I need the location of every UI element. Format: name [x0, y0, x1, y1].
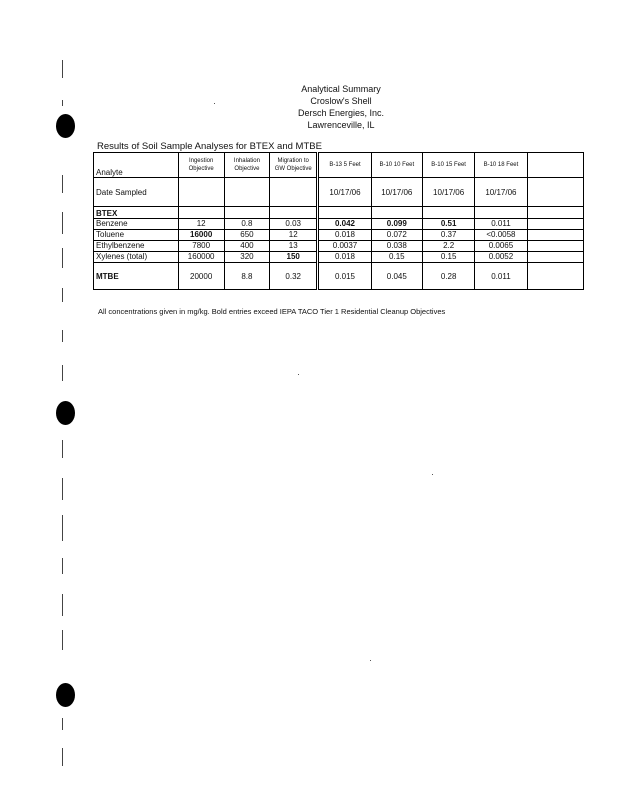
- table-cell: [527, 252, 583, 263]
- scan-mark: [62, 248, 63, 268]
- table-footnote: All concentrations given in mg/kg. Bold entries exceed IEPA TACO Tier 1 Residential Cleanup Objectives: [98, 307, 446, 316]
- header-line: Croslow's Shell: [310, 96, 372, 106]
- table-cell: 2.2: [422, 241, 474, 252]
- scan-mark: [62, 212, 63, 234]
- table-row: [94, 263, 584, 290]
- scan-mark: [62, 440, 63, 458]
- scan-mark: [62, 630, 63, 650]
- table-cell: 0.018: [318, 252, 371, 263]
- table-cell: [224, 207, 269, 219]
- row-label: Xylenes (total): [94, 252, 179, 263]
- table-cell: [527, 263, 583, 290]
- table-cell: 0.15: [371, 252, 422, 263]
- table-cell: [178, 207, 224, 219]
- column-header: B-10 18 Feet: [475, 153, 527, 178]
- row-label: Ethylbenzene: [94, 241, 179, 252]
- table-row: [94, 241, 584, 252]
- scan-mark: [62, 718, 63, 730]
- table-cell: [270, 207, 318, 219]
- table-cell: [178, 178, 224, 207]
- table-cell: 150: [270, 252, 318, 263]
- row-label: Toluene: [94, 230, 179, 241]
- column-header: B-13 5 Feet: [318, 153, 371, 178]
- table-cell: [270, 178, 318, 207]
- table-cell: 0.0065: [475, 241, 527, 252]
- table-cell: 0.038: [371, 241, 422, 252]
- column-header: Analyte: [94, 153, 179, 178]
- table-cell: 0.51: [422, 219, 474, 230]
- table-cell: 320: [224, 252, 269, 263]
- column-header: Inhalation Objective: [224, 153, 269, 178]
- scan-speck: [370, 660, 371, 661]
- scan-mark: [62, 100, 63, 106]
- scan-mark: [62, 748, 63, 766]
- table-cell: 160000: [178, 252, 224, 263]
- scan-mark: [62, 515, 63, 541]
- row-label: MTBE: [94, 263, 179, 290]
- table-cell: 0.03: [270, 219, 318, 230]
- table-cell: 0.28: [422, 263, 474, 290]
- table-cell: [527, 207, 583, 219]
- table-cell: 0.15: [422, 252, 474, 263]
- table-cell: 0.0052: [475, 252, 527, 263]
- table-cell: 8.8: [224, 263, 269, 290]
- row-label: Date Sampled: [94, 178, 179, 207]
- report-header: [241, 83, 441, 131]
- table-row: [94, 252, 584, 263]
- table-cell: 650: [224, 230, 269, 241]
- table-row: [94, 178, 584, 207]
- table-cell: [318, 207, 371, 219]
- scan-speck: [214, 103, 215, 104]
- table-cell: [527, 230, 583, 241]
- table-cell: 0.8: [224, 219, 269, 230]
- table-cell: 10/17/06: [371, 178, 422, 207]
- table-title: Results of Soil Sample Analyses for BTEX and MTBE: [97, 141, 322, 152]
- table-cell: [371, 207, 422, 219]
- table-cell: 16000: [178, 230, 224, 241]
- table-cell: 13: [270, 241, 318, 252]
- row-label: Benzene: [94, 219, 179, 230]
- table-cell: 20000: [178, 263, 224, 290]
- header-line: Analytical Summary: [301, 84, 381, 94]
- scan-mark: [62, 288, 63, 302]
- binder-hole: [56, 114, 75, 138]
- table-row: [94, 219, 584, 230]
- table-cell: 12: [270, 230, 318, 241]
- scan-mark: [62, 478, 63, 500]
- table-cell: 0.0037: [318, 241, 371, 252]
- table-cell: 0.099: [371, 219, 422, 230]
- table-cell: 10/17/06: [318, 178, 371, 207]
- header-row: [94, 153, 584, 178]
- table-cell: 0.042: [318, 219, 371, 230]
- header-line: Dersch Energies, Inc.: [297, 108, 385, 118]
- table-cell: 0.32: [270, 263, 318, 290]
- table-cell: 0.011: [475, 219, 527, 230]
- table-cell: [224, 178, 269, 207]
- table-cell: [475, 207, 527, 219]
- results-table: [93, 152, 584, 290]
- table-row: [94, 230, 584, 241]
- scan-mark: [62, 330, 63, 342]
- column-header: Migration to GW Objective: [270, 153, 318, 178]
- column-header: B-10 10 Feet: [371, 153, 422, 178]
- column-header: Ingestion Objective: [178, 153, 224, 178]
- column-header: B-10 15 Feet: [422, 153, 474, 178]
- table-row: [94, 207, 584, 219]
- binder-hole: [56, 401, 75, 425]
- table-cell: 10/17/06: [422, 178, 474, 207]
- table-cell: [422, 207, 474, 219]
- scan-mark: [62, 175, 63, 193]
- table-cell: 10/17/06: [475, 178, 527, 207]
- scan-speck: [298, 374, 299, 375]
- table-cell: 7800: [178, 241, 224, 252]
- table-cell: 0.011: [475, 263, 527, 290]
- scan-mark: [62, 558, 63, 574]
- scan-speck: [432, 474, 433, 475]
- scan-mark: [62, 60, 63, 78]
- section-label: BTEX: [94, 207, 179, 219]
- header-line: Lawrenceville, IL: [307, 120, 375, 130]
- table-cell: 0.045: [371, 263, 422, 290]
- table-cell: [527, 178, 583, 207]
- scan-mark: [62, 594, 63, 616]
- column-header: [527, 153, 583, 178]
- table-cell: 0.015: [318, 263, 371, 290]
- table-cell: [527, 241, 583, 252]
- table-cell: <0.0058: [475, 230, 527, 241]
- scan-mark: [62, 365, 63, 381]
- table-cell: 0.37: [422, 230, 474, 241]
- binder-hole: [56, 683, 75, 707]
- table-cell: 12: [178, 219, 224, 230]
- table-cell: 0.072: [371, 230, 422, 241]
- table-cell: 0.018: [318, 230, 371, 241]
- table-cell: [527, 219, 583, 230]
- table-cell: 400: [224, 241, 269, 252]
